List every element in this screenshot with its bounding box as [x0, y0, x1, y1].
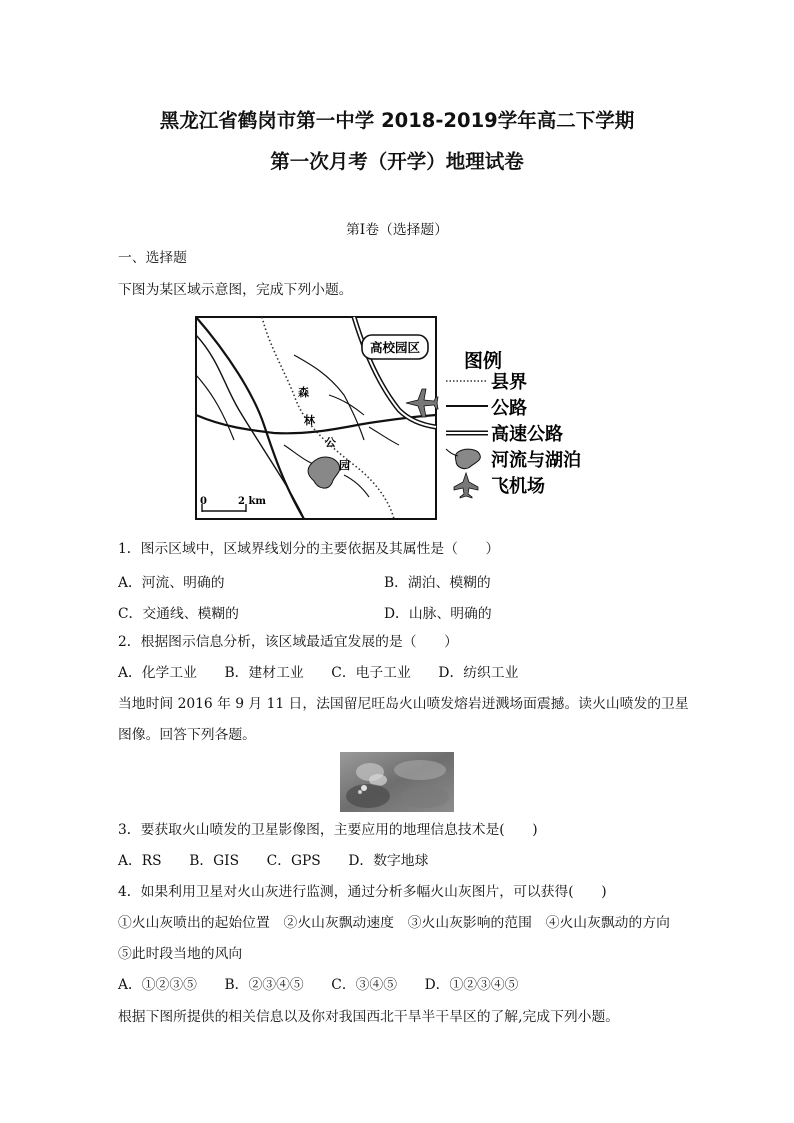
river-branch-3: [329, 395, 364, 415]
section-title: 第Ⅰ卷（选择题）: [345, 222, 449, 238]
question-4-options: A．①②③⑤ B．②③④⑤ C．③④⑤ D．①②③④⑤: [118, 977, 519, 993]
river-branch-6: [344, 475, 369, 497]
label-park-1: 公: [325, 436, 336, 449]
label-forest-1: 森: [298, 386, 309, 399]
intro-text-1: 下图为某区域示意图，完成下列小题。: [118, 282, 353, 298]
volcano-satellite-image: [340, 752, 454, 812]
region-map: [194, 315, 604, 522]
label-campus: 高校园区: [369, 340, 421, 355]
road-main: [196, 415, 436, 433]
legend-road: 公路: [491, 398, 527, 419]
legend-river-lake: 河流与湖泊: [491, 450, 581, 471]
airport-icon: [406, 389, 438, 417]
question-4-items-line1: ①火山灰喷出的起始位置 ②火山灰飘动速度 ③火山灰影响的范围 ④火山灰飘动的方向: [118, 915, 670, 931]
question-3-stem: 3．要获取火山喷发的卫星影像图，主要应用的地理信息技术是( ): [118, 822, 538, 838]
scale-zero: 0: [200, 496, 207, 507]
part-heading: 一、选择题: [118, 250, 187, 266]
river-branch-4: [369, 427, 399, 445]
road-west: [196, 317, 304, 519]
legend-title: 图例: [464, 350, 503, 372]
intro-text-2-line2: 图像。回答下列各题。: [118, 727, 256, 743]
legend-airport-icon: [454, 473, 478, 498]
question-1-option-b: B．湖泊、模糊的: [384, 575, 491, 591]
label-park-2: 园: [339, 459, 350, 472]
question-1-option-c: C．交通线、模糊的: [118, 606, 239, 622]
scale-distance: 2 km: [238, 496, 266, 507]
legend-airport: 飞机场: [491, 476, 545, 497]
river-main: [196, 335, 304, 519]
label-forest-2: 林: [304, 414, 315, 427]
scale-bar: [200, 496, 266, 512]
map-legend: [446, 349, 581, 498]
question-2-stem: 2．根据图示信息分析，该区域最适宜发展的是（ ）: [118, 634, 458, 650]
legend-lake-symbol: [455, 449, 480, 468]
question-1-option-a: A．河流、明确的: [118, 575, 225, 591]
question-3-options: A．RS B．GIS C．GPS D．数字地球: [118, 853, 429, 869]
legend-county-border: 县界: [491, 372, 527, 393]
legend-highway: 高速公路: [491, 424, 563, 445]
intro-text-3: 根据下图所提供的相关信息以及你对我国西北干旱半干旱区的了解,完成下列小题。: [118, 1009, 620, 1025]
question-1-stem: 1．图示区域中，区域界线划分的主要依据及其属性是（ ）: [118, 541, 500, 557]
lake: [308, 457, 340, 488]
question-4-items-line2: ⑤此时段当地的风向: [118, 946, 243, 962]
question-2-options: A．化学工业 B．建材工业 C．电子工业 D．纺织工业: [118, 665, 519, 681]
question-1-option-d: D．山脉、明确的: [384, 606, 492, 622]
question-4-stem: 4．如果利用卫星对火山灰进行监测，通过分析多幅火山灰图片，可以获得( ): [118, 884, 607, 900]
intro-text-2-line1: 当地时间 2016 年 9 月 11 日，法国留尼旺岛火山喷发熔岩迸溅场面震撼。读火山喷发的卫星: [118, 696, 689, 712]
document-title-line2: 第一次月考（开学）地理试卷: [270, 150, 524, 173]
document-title-line1: 黑龙江省鹤岗市第一中学 2018-2019学年高二下学期: [159, 109, 635, 132]
river-branch-1: [196, 375, 234, 440]
